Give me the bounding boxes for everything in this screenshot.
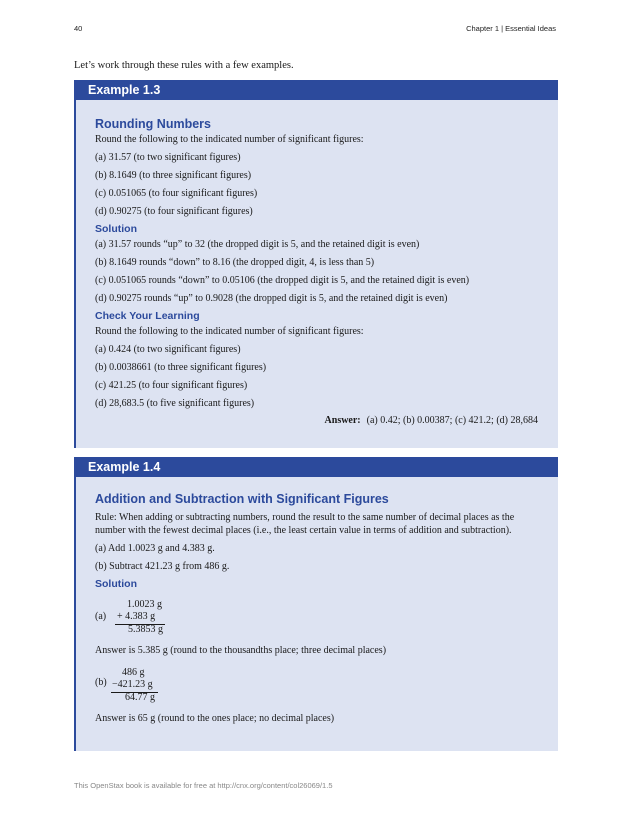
footer-note: This OpenStax book is available for free at http://cnx.org/content/col26069/1.5: [74, 781, 333, 790]
answer-a: Answer is 5.385 g (round to the thousandths place; three decimal places): [95, 645, 387, 656]
example-1-3-label: Example 1.3: [76, 80, 558, 100]
example-1-3-box: [74, 80, 558, 448]
check-item-c: (c) 421.25 (to four significant figures): [95, 380, 248, 391]
calc-b-line2: −421.23 g: [112, 679, 153, 690]
solution-heading: Solution: [95, 223, 137, 235]
rounding-item-d: (d) 0.90275 (to four significant figures): [95, 206, 253, 217]
rounding-item-a: (a) 31.57 (to two significant figures): [95, 152, 241, 163]
subtraction-calculation: [95, 667, 538, 711]
check-prompt: Round the following to the indicated number of significant figures:: [95, 326, 364, 337]
rounding-item-b: (b) 8.1649 (to three significant figures): [95, 170, 252, 181]
answer-text: (a) 0.42; (b) 0.00387; (c) 421.2; (d) 28,684: [366, 415, 538, 426]
chapter-header: Chapter 1 | Essential Ideas: [466, 24, 556, 33]
rounding-prompt: Round the following to the indicated number of significant figures:: [95, 134, 364, 145]
calc-b-result: 64.77 g: [125, 692, 155, 703]
solution-heading-1-4: Solution: [95, 578, 137, 590]
example-1-4-title: Addition and Subtraction with Significant Figures: [95, 492, 389, 506]
solution-a: (a) 31.57 rounds “up” to 32 (the dropped digit is 5, and the retained digit is even): [95, 239, 420, 250]
addition-item-b: (b) Subtract 421.23 g from 486 g.: [95, 561, 230, 572]
calc-a-result: 5.3853 g: [128, 624, 163, 635]
calc-b-tag: (b): [95, 677, 107, 688]
answer-label: Answer:: [324, 415, 361, 426]
solution-c: (c) 0.051065 rounds “down” to 0.05106 (the dropped digit is 5, and the retained digit is even): [95, 275, 470, 286]
check-your-learning-heading: Check Your Learning: [95, 310, 200, 322]
calc-a-line1: 1.0023 g: [127, 599, 162, 610]
addition-calculation: [95, 599, 538, 643]
example-1-4-box: [74, 457, 558, 751]
rounding-item-c: (c) 0.051065 (to four significant figures): [95, 188, 258, 199]
example-1-3-title: Rounding Numbers: [95, 117, 211, 131]
solution-b: (b) 8.1649 rounds “down” to 8.16 (the dropped digit, 4, is less than 5): [95, 257, 375, 268]
calc-a-line2: + 4.383 g: [117, 611, 156, 622]
intro-text: Let’s work through these rules with a few examples.: [74, 60, 294, 71]
addition-item-a: (a) Add 1.0023 g and 4.383 g.: [95, 543, 215, 554]
check-item-b: (b) 0.0038661 (to three significant figures): [95, 362, 267, 373]
calc-b-line1: 486 g: [122, 667, 145, 678]
rule-text: Rule: When adding or subtracting numbers, round the result to the same number of decimal places as the number with the fewest decimal places (i.e., the least certain value in terms of addition and subtraction).: [95, 512, 515, 536]
example-1-4-label: Example 1.4: [76, 457, 558, 477]
answer-line: [95, 415, 538, 427]
calc-a-tag: (a): [95, 611, 107, 622]
solution-d: (d) 0.90275 rounds “up” to 0.9028 (the dropped digit is 5, and the retained digit is even): [95, 293, 448, 304]
check-item-a: (a) 0.424 (to two significant figures): [95, 344, 241, 355]
page-number: 40: [74, 24, 83, 33]
check-item-d: (d) 28,683.5 (to five significant figures): [95, 398, 255, 409]
answer-b: Answer is 65 g (round to the ones place; no decimal places): [95, 713, 335, 724]
